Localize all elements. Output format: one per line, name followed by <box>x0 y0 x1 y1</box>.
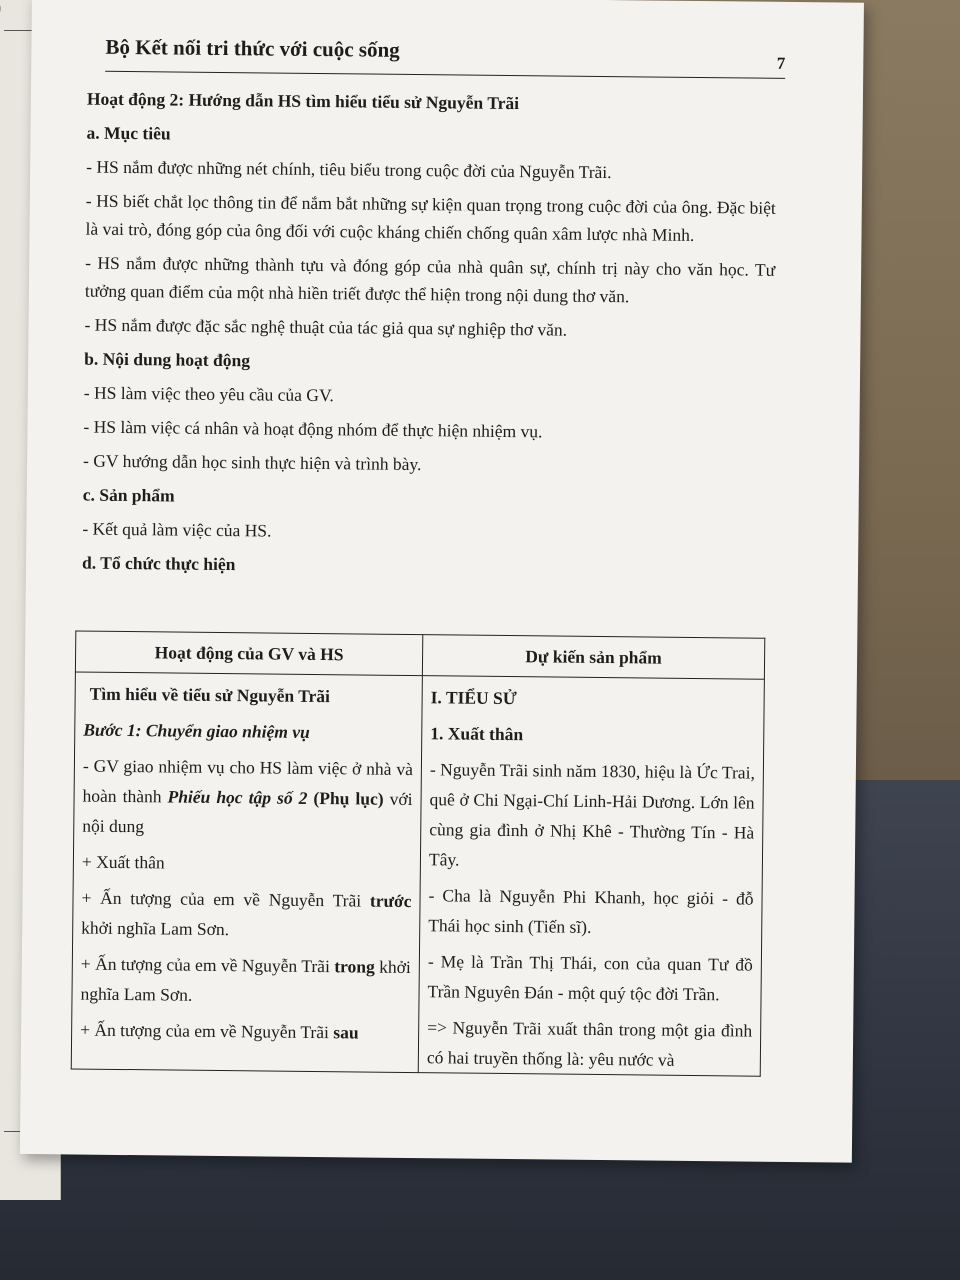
task-item-sau <box>80 1015 410 1048</box>
objective-item: - HS biết chắt lọc thông tin để nắm bắt những sự kiện quan trọng trong cuộc đời của ông. Đặc biệt là vai trò, đóng góp của ông đối với cuộc kháng chiến chống quân xâm lược nhà Minh. <box>85 190 776 245</box>
objective-item: - HS nắm được đặc sắc nghệ thuật của tác giả qua sự nghiệp thơ văn. <box>84 314 568 340</box>
product-item: - Kết quả làm việc của HS. <box>82 518 272 541</box>
section-title: Hoạt động 2: Hướng dẫn HS tìm hiểu tiểu sử Nguyễn Trãi <box>86 88 520 114</box>
task-item-xuat-than: + Xuất thân <box>81 851 165 873</box>
task-prefix: - GV giao nhiệm vụ cho HS làm việc ở nhà và hoàn thành <box>82 755 414 807</box>
task-description <box>82 751 413 844</box>
table-header-row <box>75 631 764 679</box>
header-title: Bộ Kết nối tri thức với cuộc sống <box>105 34 400 62</box>
bio-paragraph: - Mẹ là Trần Thị Thái, con của quan Tư đồ Trần Nguyên Đán - một quý tộc đời Trần. <box>427 951 753 1005</box>
left-cell-title: Tìm hiểu về tiểu sử Nguyễn Trãi <box>89 683 331 707</box>
right-subheading: 1. Xuất thân <box>430 723 524 745</box>
task-item-text: khởi nghĩa Lam Sơn. <box>81 917 230 940</box>
worksheet-name: Phiếu học tập số 2 <box>167 786 308 808</box>
heading-noi-dung: b. Nội dung hoạt động <box>84 348 251 371</box>
page-number: 7 <box>776 53 786 73</box>
book-page <box>20 0 864 1163</box>
task-item-bold: sau <box>333 1022 359 1043</box>
activity-item: - HS làm việc cá nhân và hoạt động nhóm để thực hiện nhiệm vụ. <box>83 416 543 442</box>
page-header <box>105 31 785 79</box>
bio-paragraph: - Cha là Nguyễn Phi Khanh, học giỏi - đỗ Thái học sinh (Tiến sĩ). <box>428 885 754 937</box>
heading-muc-tieu: a. Mục tiêu <box>86 122 171 144</box>
step-1-label: Bước 1: Chuyển giao nhiệm vụ <box>83 719 310 742</box>
objective-item: - HS nắm được những nét chính, tiêu biểu trong cuộc đời của Nguyễn Trãi. <box>86 156 612 183</box>
task-item-text: khởi nghĩa Lam Sơn. <box>80 956 411 1005</box>
task-suffix: với nội dung <box>82 788 413 837</box>
objective-item: - HS nắm được những thành tựu và đóng góp của nhà quân sự, chính trị này cho văn học. Tư tưởng quan điểm của một nhà hiền triết được thể hiện trong nội dung thơ văn. <box>84 252 776 307</box>
task-item-text: + Ấn tượng của em về Nguyễn Trãi <box>81 887 371 911</box>
task-item-text: + Ấn tượng của em về Nguyễn Trãi <box>80 953 335 977</box>
task-item-bold: trước <box>369 890 412 912</box>
task-item-text: + Ấn tượng của em về Nguyễn Trãi <box>80 1019 334 1043</box>
right-cell <box>418 676 764 1077</box>
activity-table <box>71 630 766 1076</box>
bio-paragraph: => Nguyễn Trãi xuất thân trong một gia đình có hai truyền thống là: yêu nước và <box>426 1017 753 1070</box>
page-content <box>82 85 777 590</box>
task-item-bold: trong <box>334 956 375 977</box>
activity-item: - GV hướng dẫn học sinh thực hiện và trình bày. <box>83 450 422 475</box>
table-row <box>71 672 764 1076</box>
left-cell <box>71 672 422 1073</box>
task-item-trong <box>80 949 411 1012</box>
heading-san-pham: c. Sản phẩm <box>82 484 175 506</box>
heading-to-chuc: d. Tổ chức thực hiện <box>81 552 236 575</box>
appendix-ref: (Phụ lục) <box>313 787 384 809</box>
left-page-glyph <box>0 0 1 20</box>
bio-paragraph: - Nguyễn Trãi sinh năm 1830, hiệu là Ức Trai, quê ở Chi Ngại-Chí Linh-Hải Dương. Lớn lên cùng gia đình ở Nhị Khê - Thường Tín - Hà Tây. <box>428 759 755 870</box>
activity-item: - HS làm việc theo yêu cầu của GV. <box>83 382 334 406</box>
column-header-expected-product: Dự kiến sản phẩm <box>422 635 764 680</box>
task-item-truoc <box>81 883 412 946</box>
right-heading: I. TIỂU SỬ <box>430 687 517 709</box>
column-header-activities: Hoạt động của GV và HS <box>75 631 422 676</box>
